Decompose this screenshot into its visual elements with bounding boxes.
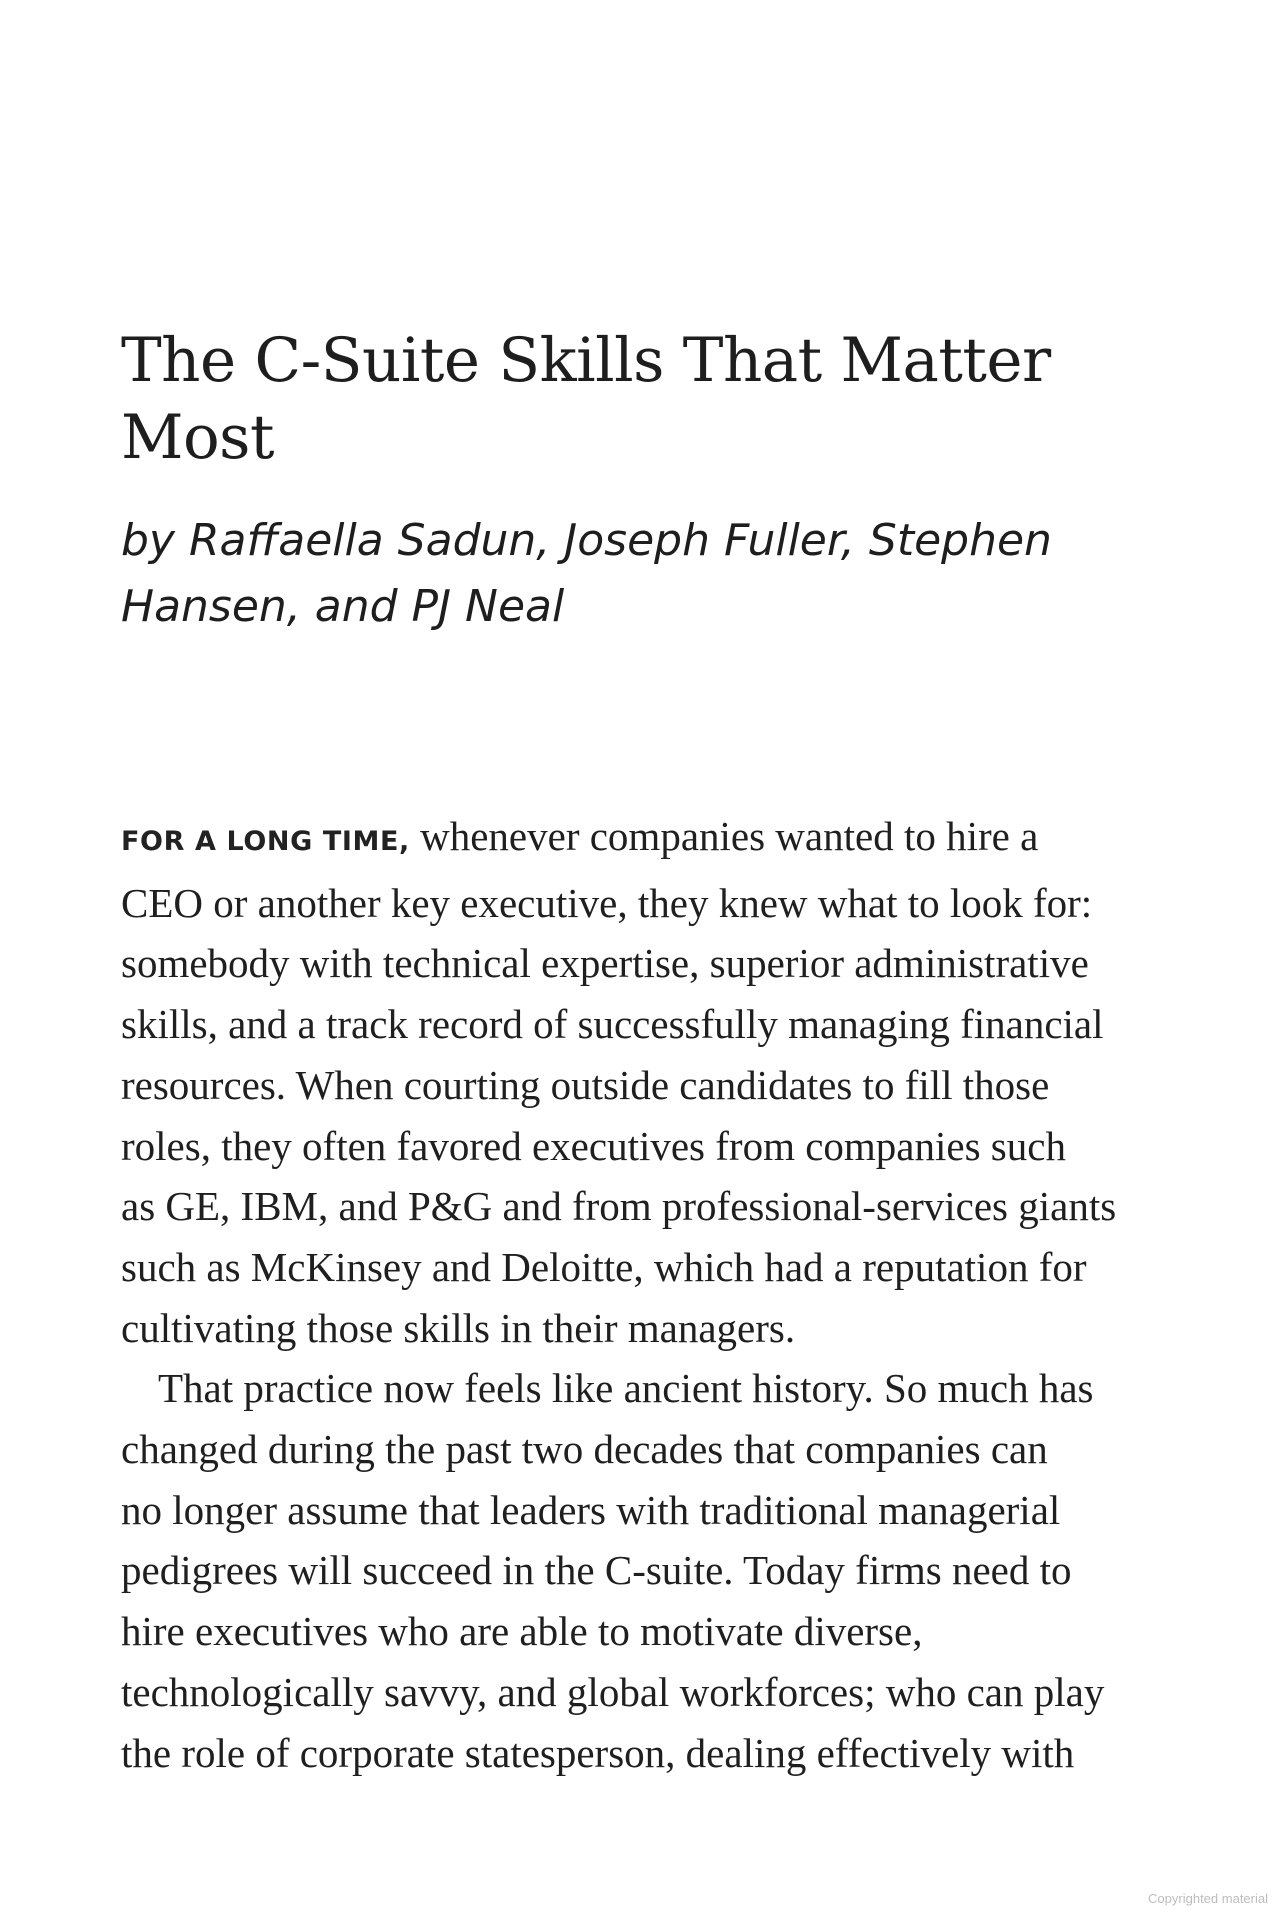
body-line: CEO or another key executive, they knew what to look for:: [121, 879, 1093, 926]
body-line: changed during the past two decades that companies can: [121, 1426, 1048, 1473]
body-line-text: whenever companies wanted to hire a: [409, 813, 1039, 859]
body-line: as GE, IBM, and P&G and from professional-services giants: [121, 1183, 1117, 1230]
author-byline: [121, 508, 1121, 640]
article-title: [121, 322, 1121, 476]
body-line: cultivating those skills in their managers.: [121, 1304, 796, 1351]
body-line: the role of corporate statesperson, dealing effectively with: [121, 1729, 1075, 1776]
author-byline-line: Hansen, and PJ Neal: [121, 581, 565, 632]
author-byline-line: by Raffaella Sadun, Joseph Fuller, Stephen: [121, 515, 1052, 566]
article-title-line: Most: [121, 402, 275, 473]
body-line: pedigrees will succeed in the C-suite. Today firms need to: [121, 1547, 1072, 1594]
body-line: hire executives who are able to motivate diverse,: [121, 1608, 923, 1655]
body-line: technologically savvy, and global workforces; who can play: [121, 1668, 1105, 1715]
body-line-paragraph-start: That practice now feels like ancient history. So much has: [158, 1365, 1094, 1412]
body-line: somebody with technical expertise, superior administrative: [121, 940, 1089, 987]
body-line: skills, and a track record of successfully managing financial: [121, 1001, 1104, 1048]
body-line: roles, they often favored executives from companies such: [121, 1122, 1066, 1169]
body-line: [121, 806, 1171, 873]
body-line: no longer assume that leaders with traditional managerial: [121, 1486, 1061, 1533]
copyright-watermark: Copyrighted material: [1148, 1891, 1268, 1906]
article-title-line: The C-Suite Skills That Matter: [121, 325, 1051, 396]
body-line: resources. When courting outside candidates to fill those: [121, 1061, 1050, 1108]
lead-in-small-caps: FOR A LONG TIME,: [121, 826, 410, 857]
body-line: such as McKinsey and Deloitte, which had a reputation for: [121, 1243, 1087, 1290]
article-body: [121, 806, 1171, 1783]
